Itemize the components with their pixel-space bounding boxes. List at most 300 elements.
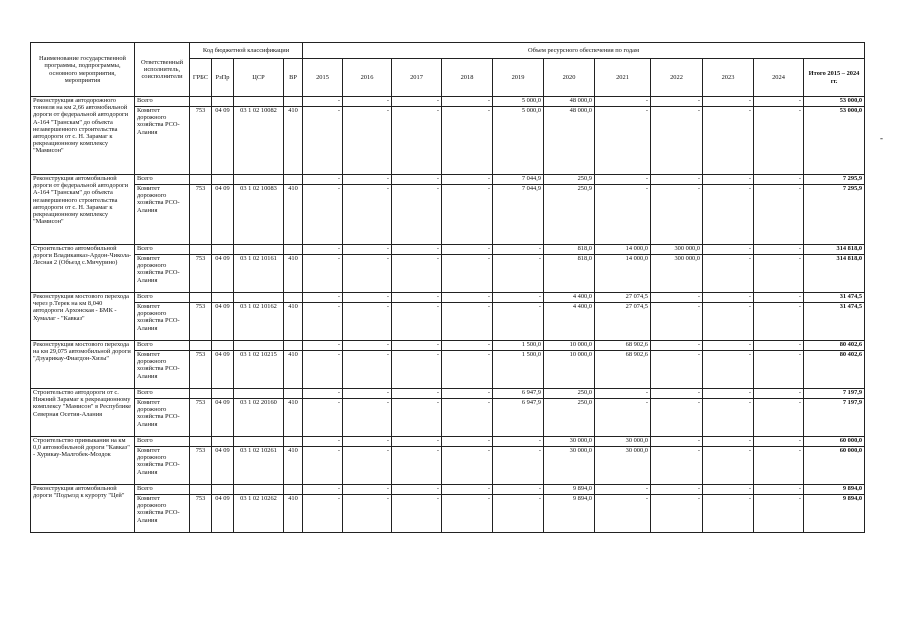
rzpr-cell — [212, 341, 234, 351]
year-value-cell: - — [651, 185, 703, 245]
header-code: ГРБС — [190, 59, 212, 97]
rzpr-cell — [212, 293, 234, 303]
grbs-cell: 753 — [190, 351, 212, 389]
year-value-cell: - — [703, 351, 754, 389]
table-row — [31, 303, 865, 341]
grbs-cell — [190, 485, 212, 495]
total-cell: 9 894,0 — [804, 485, 865, 495]
vr-cell — [284, 389, 303, 399]
year-value-cell: - — [392, 495, 442, 533]
budget-document — [30, 42, 864, 533]
year-value-cell: - — [442, 437, 493, 447]
total-cell: 31 474,5 — [804, 293, 865, 303]
total-cell: 80 402,6 — [804, 341, 865, 351]
vr-cell: 410 — [284, 495, 303, 533]
year-value-cell: - — [343, 255, 392, 293]
vr-cell: 410 — [284, 351, 303, 389]
year-value-cell: - — [703, 447, 754, 485]
year-value-cell: - — [303, 485, 343, 495]
year-value-cell: 14 000,0 — [595, 245, 651, 255]
year-value-cell: 1 500,0 — [493, 351, 544, 389]
rzpr-cell: 04 09 — [212, 303, 234, 341]
year-value-cell: 818,0 — [544, 245, 595, 255]
executor-cell: Всего — [135, 175, 190, 185]
year-value-cell: - — [754, 389, 804, 399]
year-value-cell: - — [343, 389, 392, 399]
header-name: Наименование государственной программы, подпрограммы, основного мероприятия, мероприятия — [31, 43, 135, 97]
year-value-cell: 300 000,0 — [651, 245, 703, 255]
year-value-cell: 30 000,0 — [595, 447, 651, 485]
year-value-cell: - — [303, 437, 343, 447]
year-value-cell: - — [703, 495, 754, 533]
year-value-cell: - — [754, 303, 804, 341]
table-row — [31, 399, 865, 437]
total-cell: 314 818,0 — [804, 255, 865, 293]
year-value-cell: - — [303, 495, 343, 533]
grbs-cell: 753 — [190, 447, 212, 485]
csr-cell: 03 1 02 10261 — [234, 447, 284, 485]
table-body — [31, 97, 865, 533]
rzpr-cell: 04 09 — [212, 255, 234, 293]
year-value-cell: - — [303, 185, 343, 245]
year-value-cell: 7 044,9 — [493, 185, 544, 245]
year-value-cell: - — [651, 97, 703, 107]
year-value-cell: - — [442, 175, 493, 185]
year-value-cell: - — [595, 107, 651, 175]
rzpr-cell: 04 09 — [212, 399, 234, 437]
year-value-cell: - — [703, 175, 754, 185]
header-year: 2022 — [651, 59, 703, 97]
year-value-cell: - — [754, 97, 804, 107]
table-row — [31, 255, 865, 293]
year-value-cell: - — [651, 341, 703, 351]
project-name: Реконструкция мостового перехода на км 29,075 автомобильной дороги "Дзуарикау-Фиагдон-Хизы" — [31, 341, 135, 389]
year-value-cell: - — [392, 447, 442, 485]
header-year: 2019 — [493, 59, 544, 97]
table-row — [31, 495, 865, 533]
header-year: 2016 — [343, 59, 392, 97]
margin-mark: - — [880, 133, 883, 143]
csr-cell — [234, 389, 284, 399]
year-value-cell: - — [754, 245, 804, 255]
grbs-cell: 753 — [190, 303, 212, 341]
year-value-cell: - — [392, 485, 442, 495]
year-value-cell: - — [493, 495, 544, 533]
year-value-cell: - — [343, 303, 392, 341]
executor-cell: Всего — [135, 437, 190, 447]
year-value-cell: 300 000,0 — [651, 255, 703, 293]
year-value-cell: - — [651, 303, 703, 341]
executor-cell: Комитет дорожного хозяйства РСО-Алания — [135, 495, 190, 533]
year-value-cell: 5 000,0 — [493, 97, 544, 107]
year-value-cell: 250,9 — [544, 175, 595, 185]
header-year: 2017 — [392, 59, 442, 97]
total-cell: 7 295,9 — [804, 185, 865, 245]
header-year: 2023 — [703, 59, 754, 97]
vr-cell: 410 — [284, 447, 303, 485]
rzpr-cell: 04 09 — [212, 351, 234, 389]
vr-cell: 410 — [284, 107, 303, 175]
year-value-cell: - — [442, 399, 493, 437]
year-value-cell: - — [343, 447, 392, 485]
year-value-cell: - — [754, 485, 804, 495]
year-value-cell: 48 000,0 — [544, 107, 595, 175]
year-value-cell: - — [343, 97, 392, 107]
year-value-cell: - — [442, 293, 493, 303]
header-resource: Объем ресурсного обеспечения по годам — [303, 43, 865, 59]
csr-cell — [234, 485, 284, 495]
year-value-cell: - — [651, 107, 703, 175]
executor-cell: Всего — [135, 389, 190, 399]
vr-cell: 410 — [284, 255, 303, 293]
year-value-cell: 30 000,0 — [595, 437, 651, 447]
year-value-cell: - — [651, 293, 703, 303]
year-value-cell: 4 400,0 — [544, 303, 595, 341]
table-row — [31, 107, 865, 175]
csr-cell — [234, 245, 284, 255]
year-value-cell: 14 000,0 — [595, 255, 651, 293]
year-value-cell: - — [754, 495, 804, 533]
csr-cell: 03 1 02 10162 — [234, 303, 284, 341]
csr-cell: 03 1 02 10262 — [234, 495, 284, 533]
executor-cell: Всего — [135, 245, 190, 255]
year-value-cell: - — [303, 245, 343, 255]
year-value-cell: - — [343, 175, 392, 185]
year-value-cell: - — [442, 447, 493, 485]
grbs-cell: 753 — [190, 185, 212, 245]
year-value-cell: - — [595, 185, 651, 245]
year-value-cell: - — [651, 437, 703, 447]
year-value-cell: 7 044,9 — [493, 175, 544, 185]
year-value-cell: 250,0 — [544, 399, 595, 437]
year-value-cell: 9 894,0 — [544, 495, 595, 533]
year-value-cell: - — [442, 303, 493, 341]
year-value-cell: 27 074,5 — [595, 293, 651, 303]
grbs-cell: 753 — [190, 107, 212, 175]
year-value-cell: - — [303, 447, 343, 485]
vr-cell: 410 — [284, 399, 303, 437]
executor-cell: Всего — [135, 485, 190, 495]
year-value-cell: - — [754, 107, 804, 175]
executor-cell: Комитет дорожного хозяйства РСО-Алания — [135, 185, 190, 245]
grbs-cell: 753 — [190, 255, 212, 293]
vr-cell — [284, 175, 303, 185]
year-value-cell: - — [595, 389, 651, 399]
year-value-cell: - — [343, 245, 392, 255]
header-budget-code: Код бюджетной классификации — [190, 43, 303, 59]
rzpr-cell — [212, 389, 234, 399]
rzpr-cell — [212, 485, 234, 495]
project-name: Реконструкция автодорожного тоннеля на км 2,66 автомобильной дороги от федеральной автодороги А-164 "Транскам" до объекта незавершенного строительства автодороги от с. Н. Зарамаг к рекреационному комплексу "Мамисон" — [31, 97, 135, 175]
executor-cell: Комитет дорожного хозяйства РСО-Алания — [135, 351, 190, 389]
executor-cell: Комитет дорожного хозяйства РСО-Алания — [135, 303, 190, 341]
table-row — [31, 485, 865, 495]
total-cell: 314 818,0 — [804, 245, 865, 255]
year-value-cell: - — [392, 303, 442, 341]
total-cell: 60 000,0 — [804, 437, 865, 447]
year-value-cell: - — [754, 341, 804, 351]
grbs-cell — [190, 175, 212, 185]
header-executor: Ответственный исполнитель, соисполнители — [135, 43, 190, 97]
year-value-cell: - — [442, 185, 493, 245]
year-value-cell: - — [343, 437, 392, 447]
year-value-cell: 250,9 — [544, 185, 595, 245]
executor-cell: Всего — [135, 97, 190, 107]
year-value-cell: - — [392, 389, 442, 399]
year-value-cell: - — [392, 351, 442, 389]
rzpr-cell — [212, 175, 234, 185]
project-name: Реконструкция автомобильной дороги "Подъезд к курорту "Цей" — [31, 485, 135, 533]
year-value-cell: - — [303, 107, 343, 175]
year-value-cell: 6 947,9 — [493, 399, 544, 437]
csr-cell: 03 1 02 10161 — [234, 255, 284, 293]
total-cell: 7 295,9 — [804, 175, 865, 185]
year-value-cell: - — [442, 255, 493, 293]
year-value-cell: - — [303, 255, 343, 293]
grbs-cell — [190, 437, 212, 447]
rzpr-cell: 04 09 — [212, 447, 234, 485]
year-value-cell: 5 000,0 — [493, 107, 544, 175]
csr-cell — [234, 97, 284, 107]
executor-cell: Комитет дорожного хозяйства РСО-Алания — [135, 399, 190, 437]
year-value-cell: - — [703, 485, 754, 495]
header-code: ЦСР — [234, 59, 284, 97]
vr-cell — [284, 485, 303, 495]
grbs-cell — [190, 293, 212, 303]
year-value-cell: - — [703, 245, 754, 255]
table-row — [31, 97, 865, 107]
header-total: Итого 2015 – 2024 гг. — [804, 59, 865, 97]
rzpr-cell — [212, 245, 234, 255]
year-value-cell: - — [303, 341, 343, 351]
year-value-cell: - — [703, 303, 754, 341]
year-value-cell: - — [754, 399, 804, 437]
year-value-cell: - — [651, 175, 703, 185]
year-value-cell: - — [343, 107, 392, 175]
csr-cell: 03 1 02 10215 — [234, 351, 284, 389]
year-value-cell: 10 000,0 — [544, 341, 595, 351]
year-value-cell: 818,0 — [544, 255, 595, 293]
year-value-cell: - — [651, 495, 703, 533]
executor-cell: Всего — [135, 293, 190, 303]
header-code: РзПр — [212, 59, 234, 97]
year-value-cell: 10 000,0 — [544, 351, 595, 389]
total-cell: 60 000,0 — [804, 447, 865, 485]
year-value-cell: - — [442, 97, 493, 107]
year-value-cell: - — [392, 245, 442, 255]
executor-cell: Комитет дорожного хозяйства РСО-Алания — [135, 255, 190, 293]
rzpr-cell: 04 09 — [212, 185, 234, 245]
grbs-cell — [190, 245, 212, 255]
executor-cell: Всего — [135, 341, 190, 351]
year-value-cell: - — [595, 97, 651, 107]
vr-cell — [284, 341, 303, 351]
csr-cell — [234, 293, 284, 303]
year-value-cell: - — [703, 107, 754, 175]
year-value-cell: - — [493, 255, 544, 293]
year-value-cell: 4 400,0 — [544, 293, 595, 303]
year-value-cell: - — [703, 293, 754, 303]
year-value-cell: 48 000,0 — [544, 97, 595, 107]
year-value-cell: - — [754, 255, 804, 293]
year-value-cell: - — [651, 399, 703, 437]
year-value-cell: - — [442, 351, 493, 389]
grbs-cell: 753 — [190, 495, 212, 533]
year-value-cell: 1 500,0 — [493, 341, 544, 351]
csr-cell: 03 1 02 10083 — [234, 185, 284, 245]
year-value-cell: - — [442, 389, 493, 399]
project-name: Строительство автомобильной дороги Владикавказ-Ардон-Чикола-Лесная 2 (Объезд с.Мичурино) — [31, 245, 135, 293]
project-name: Строительство примыкания на км 0,0 автомобильной дороги "Кавказ" - Хурикау-Малгобек-Моздок — [31, 437, 135, 485]
table-row — [31, 389, 865, 399]
rzpr-cell: 04 09 — [212, 107, 234, 175]
year-value-cell: 250,0 — [544, 389, 595, 399]
year-value-cell: - — [343, 293, 392, 303]
year-value-cell: - — [343, 399, 392, 437]
table-row — [31, 245, 865, 255]
year-value-cell: - — [303, 303, 343, 341]
year-value-cell: - — [493, 245, 544, 255]
grbs-cell — [190, 389, 212, 399]
csr-cell: 03 1 02 10082 — [234, 107, 284, 175]
table-row — [31, 293, 865, 303]
year-value-cell: - — [343, 185, 392, 245]
year-value-cell: - — [754, 293, 804, 303]
vr-cell: 410 — [284, 303, 303, 341]
header-year: 2015 — [303, 59, 343, 97]
vr-cell — [284, 245, 303, 255]
year-value-cell: - — [493, 293, 544, 303]
year-value-cell: - — [392, 97, 442, 107]
year-value-cell: - — [442, 495, 493, 533]
year-value-cell: - — [703, 255, 754, 293]
year-value-cell: - — [392, 341, 442, 351]
table-row — [31, 351, 865, 389]
year-value-cell: - — [651, 389, 703, 399]
rzpr-cell: 04 09 — [212, 495, 234, 533]
csr-cell — [234, 175, 284, 185]
year-value-cell: - — [442, 245, 493, 255]
year-value-cell: - — [303, 175, 343, 185]
executor-cell: Комитет дорожного хозяйства РСО-Алания — [135, 447, 190, 485]
year-value-cell: - — [303, 97, 343, 107]
year-value-cell: - — [703, 399, 754, 437]
year-value-cell: - — [392, 399, 442, 437]
table-row — [31, 437, 865, 447]
header-code: ВР — [284, 59, 303, 97]
executor-cell: Комитет дорожного хозяйства РСО-Алания — [135, 107, 190, 175]
year-value-cell: - — [442, 341, 493, 351]
year-value-cell: - — [343, 485, 392, 495]
year-value-cell: - — [392, 185, 442, 245]
header-year: 2020 — [544, 59, 595, 97]
year-value-cell: - — [595, 175, 651, 185]
total-cell: 9 894,0 — [804, 495, 865, 533]
year-value-cell: - — [651, 485, 703, 495]
year-value-cell: - — [493, 303, 544, 341]
grbs-cell — [190, 97, 212, 107]
year-value-cell: - — [493, 447, 544, 485]
year-value-cell: - — [493, 437, 544, 447]
year-value-cell: - — [303, 351, 343, 389]
year-value-cell: - — [303, 293, 343, 303]
year-value-cell: 68 902,6 — [595, 351, 651, 389]
year-value-cell: - — [703, 437, 754, 447]
year-value-cell: - — [595, 485, 651, 495]
vr-cell: 410 — [284, 185, 303, 245]
header-year: 2024 — [754, 59, 804, 97]
total-cell: 7 197,9 — [804, 399, 865, 437]
csr-cell — [234, 437, 284, 447]
year-value-cell: - — [651, 351, 703, 389]
year-value-cell: - — [343, 495, 392, 533]
grbs-cell: 753 — [190, 399, 212, 437]
year-value-cell: - — [754, 437, 804, 447]
year-value-cell: 30 000,0 — [544, 437, 595, 447]
year-value-cell: 30 000,0 — [544, 447, 595, 485]
total-cell: 31 474,5 — [804, 303, 865, 341]
table-row — [31, 447, 865, 485]
grbs-cell — [190, 341, 212, 351]
year-value-cell: - — [703, 341, 754, 351]
year-value-cell: - — [754, 185, 804, 245]
year-value-cell: - — [303, 389, 343, 399]
year-value-cell: - — [651, 447, 703, 485]
project-name: Реконструкция автомобильной дороги от федеральной автодороги А-164 "Транскам" до объекта незавершенного строительства автодороги от с. Н. Зарамаг к рекреационному комплексу "Мамисон" — [31, 175, 135, 245]
year-value-cell: - — [392, 175, 442, 185]
year-value-cell: - — [703, 389, 754, 399]
year-value-cell: - — [303, 399, 343, 437]
rzpr-cell — [212, 97, 234, 107]
year-value-cell: - — [442, 485, 493, 495]
year-value-cell: 27 074,5 — [595, 303, 651, 341]
year-value-cell: - — [595, 399, 651, 437]
year-value-cell: - — [343, 341, 392, 351]
project-name: Строительство автодороги от с. Нижний Зарамаг к рекреационному комплексу "Мамисон" в Республике Северная Осетия-Алания — [31, 389, 135, 437]
year-value-cell: 68 902,6 — [595, 341, 651, 351]
year-value-cell: - — [392, 255, 442, 293]
resource-table — [30, 42, 865, 533]
table-row — [31, 341, 865, 351]
year-value-cell: - — [595, 495, 651, 533]
vr-cell — [284, 97, 303, 107]
table-row — [31, 175, 865, 185]
total-cell: 53 000,0 — [804, 107, 865, 175]
total-cell: 53 000,0 — [804, 97, 865, 107]
table-row — [31, 185, 865, 245]
total-cell: 7 197,9 — [804, 389, 865, 399]
year-value-cell: - — [343, 351, 392, 389]
year-value-cell: - — [754, 447, 804, 485]
year-value-cell: 9 894,0 — [544, 485, 595, 495]
year-value-cell: 6 947,9 — [493, 389, 544, 399]
year-value-cell: - — [754, 351, 804, 389]
year-value-cell: - — [392, 293, 442, 303]
csr-cell: 03 1 02 20160 — [234, 399, 284, 437]
year-value-cell: - — [392, 437, 442, 447]
total-cell: 80 402,6 — [804, 351, 865, 389]
csr-cell — [234, 341, 284, 351]
vr-cell — [284, 437, 303, 447]
year-value-cell: - — [703, 97, 754, 107]
table-header — [31, 43, 865, 97]
rzpr-cell — [212, 437, 234, 447]
year-value-cell: - — [493, 485, 544, 495]
year-value-cell: - — [754, 175, 804, 185]
header-year: 2021 — [595, 59, 651, 97]
year-value-cell: - — [392, 107, 442, 175]
vr-cell — [284, 293, 303, 303]
